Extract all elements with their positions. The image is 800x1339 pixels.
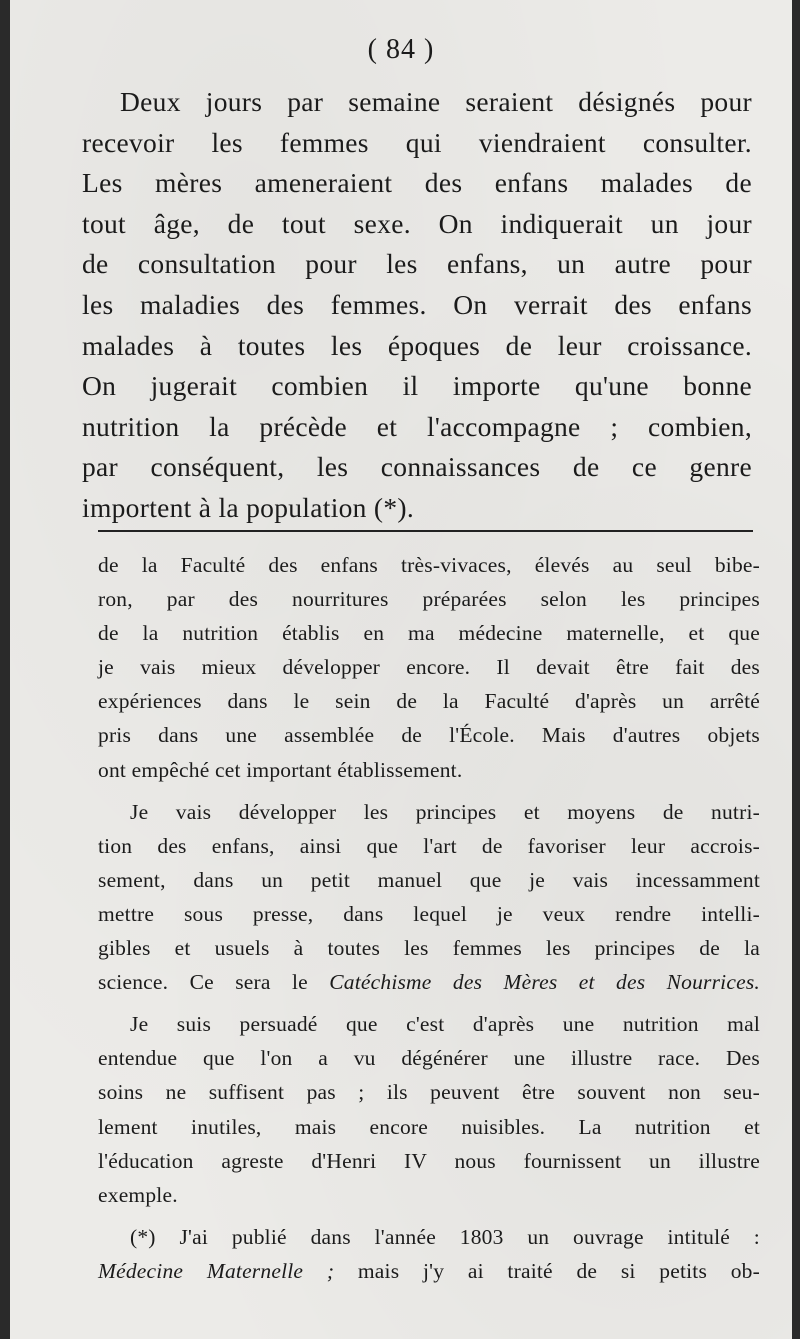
main-line: les maladies des femmes. On verrait des enfans bbox=[82, 288, 752, 320]
footnote-line: je vais mieux développer encore. Il devait être fait des bbox=[98, 655, 760, 680]
footnote-marker-line: (*) J'ai publié dans l'année 1803 un ouvrage intitulé : bbox=[130, 1224, 760, 1249]
footnote-line: ron, par des nourritures préparées selon les principes bbox=[98, 587, 760, 612]
footnote-line: de la nutrition établis en ma médecine maternelle, et que bbox=[98, 621, 760, 646]
footnote-text bbox=[98, 548, 760, 1288]
paragraph-gap bbox=[98, 787, 760, 795]
footnote-line: mettre sous presse, dans lequel je veux rendre intelli- bbox=[98, 901, 760, 926]
footnote-line-mixed bbox=[98, 1254, 760, 1288]
main-line: importent à la population (*). bbox=[82, 491, 415, 523]
book-title-italic: Catéchisme des Mères et des Nourrices. bbox=[329, 970, 760, 995]
main-line: Deux jours par semaine seraient désignés pour bbox=[120, 86, 752, 117]
footnote-line-mixed bbox=[98, 965, 760, 999]
main-line: recevoir les femmes qui viendraient consulter. bbox=[82, 126, 752, 158]
main-line: On jugerait combien il importe qu'une bonne bbox=[82, 370, 752, 402]
main-line: de consultation pour les enfans, un autre pour bbox=[82, 248, 752, 280]
paragraph-gap bbox=[98, 1212, 760, 1220]
footnote-line: expériences dans le sein de la Faculté d'après un arrêté bbox=[98, 689, 760, 714]
main-line: nutrition la précède et l'accompagne ; combien, bbox=[82, 410, 752, 442]
main-line: tout âge, de tout sexe. On indiquerait un jour bbox=[82, 207, 752, 239]
footnote-line: tion des enfans, ainsi que l'art de favoriser leur accrois- bbox=[98, 833, 760, 858]
book-page bbox=[10, 0, 792, 1339]
footnote-text-run: mais j'y ai traité de si petits ob- bbox=[334, 1258, 760, 1283]
footnote-line: exemple. bbox=[98, 1182, 178, 1207]
footnote-line: entendue que l'on a vu dégénérer une illustre race. Des bbox=[98, 1046, 760, 1071]
footnote-line: soins ne suffisent pas ; ils peuvent être souvent non seu- bbox=[98, 1080, 760, 1105]
footnote-line: ont empêché cet important établissement. bbox=[98, 757, 463, 782]
footnote-line: Je vais développer les principes et moyens de nutri- bbox=[130, 799, 760, 824]
footnote-line: sement, dans un petit manuel que je vais incessamment bbox=[98, 867, 760, 892]
page-number: ( 84 ) bbox=[367, 34, 435, 65]
footnote-text-run: science. Ce sera le bbox=[98, 970, 330, 995]
paragraph-gap bbox=[98, 999, 760, 1007]
main-paragraph bbox=[82, 82, 752, 529]
footnote-line: de la Faculté des enfans très-vivaces, élevés au seul bibe- bbox=[98, 553, 760, 577]
footnote-line: Je suis persuadé que c'est d'après une nutrition mal bbox=[130, 1012, 760, 1037]
footnote-line: lement inutiles, mais encore nuisibles. La nutrition et bbox=[98, 1114, 760, 1139]
main-line: par conséquent, les connaissances de ce genre bbox=[82, 451, 752, 483]
main-line: malades à toutes les époques de leur croissance. bbox=[82, 329, 752, 361]
book-title-italic: Médecine Maternelle ; bbox=[98, 1258, 335, 1283]
footnote-line: gibles et usuels à toutes les femmes les principes de la bbox=[98, 936, 760, 961]
footnote-line: pris dans une assemblée de l'École. Mais d'autres objets bbox=[98, 723, 760, 748]
main-line: Les mères ameneraient des enfans malades de bbox=[82, 167, 752, 199]
footnote-line: l'éducation agreste d'Henri IV nous fournissent un illustre bbox=[98, 1148, 760, 1173]
footnote-divider bbox=[98, 530, 753, 532]
